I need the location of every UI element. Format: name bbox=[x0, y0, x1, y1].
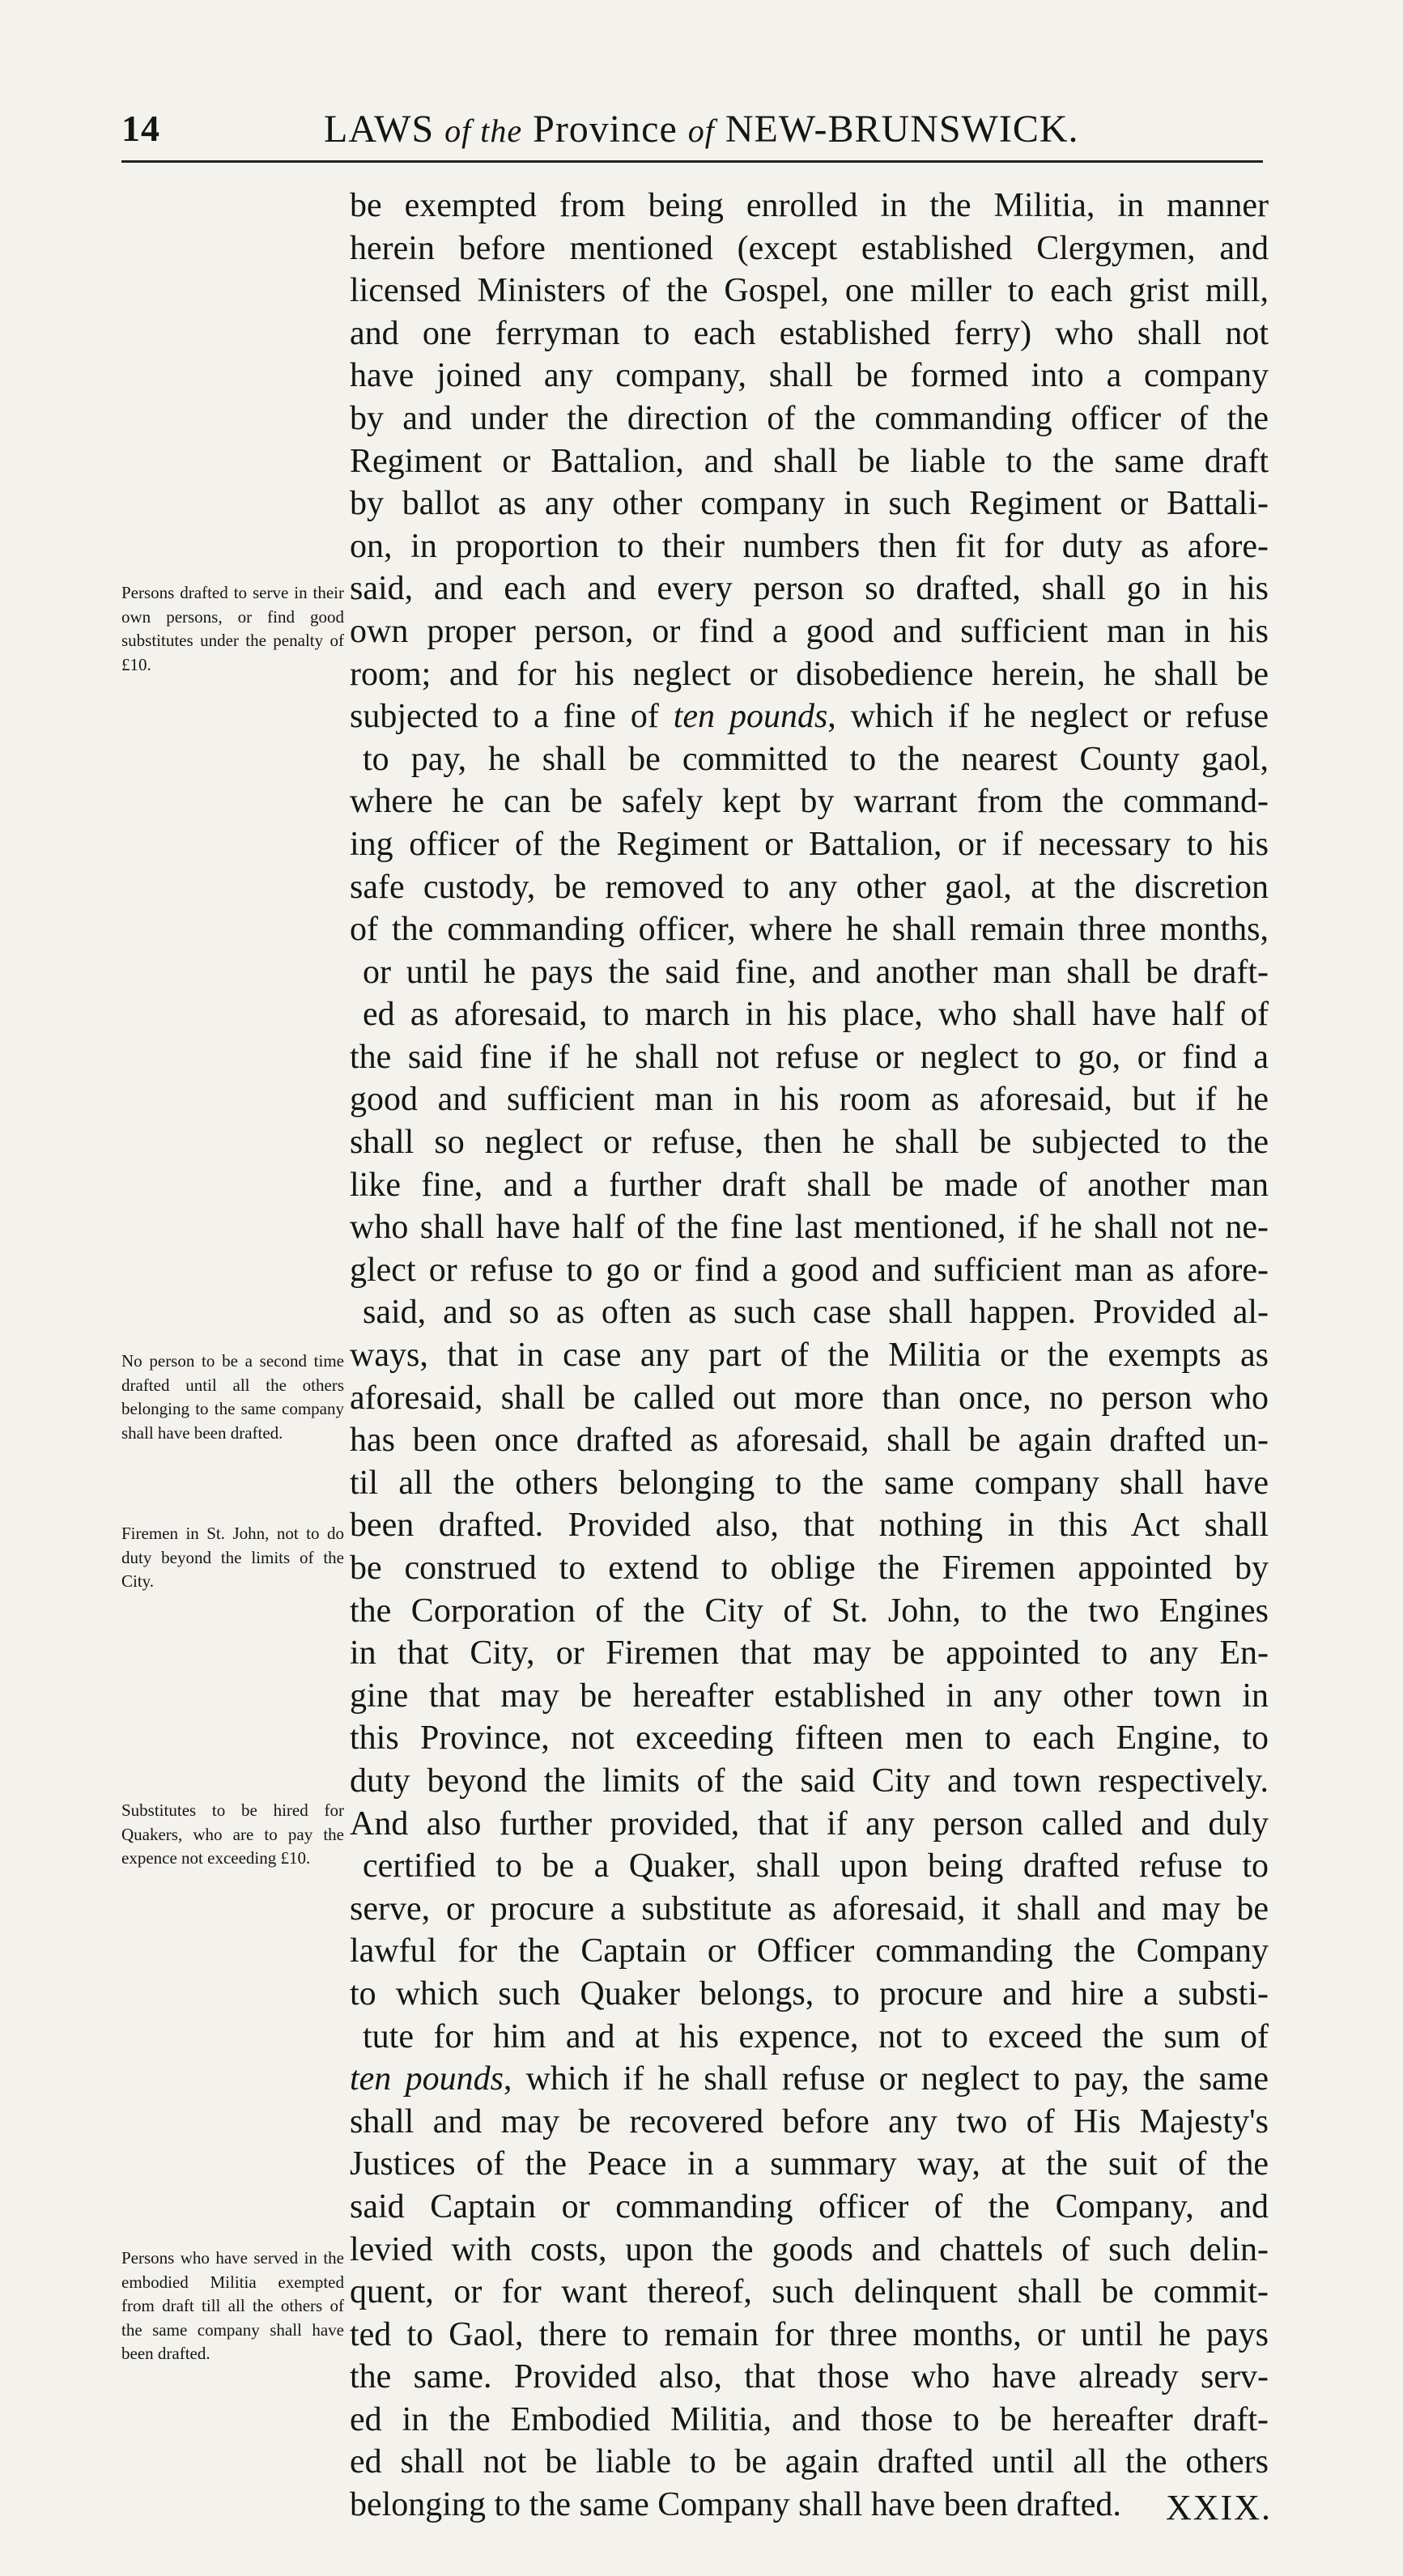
text-line: ed in the Embodied Militia, and those to be hereafter draft- bbox=[350, 2400, 1269, 2438]
text-line: by and under the direction of the commanding officer of the bbox=[350, 399, 1269, 437]
text-line: glect or refuse to go or find a good and sufficient man as afore- bbox=[350, 1251, 1269, 1289]
running-title bbox=[324, 107, 1079, 151]
text-line: serve, or procure a substitute as aforesaid, it shall and may be bbox=[350, 1889, 1269, 1928]
text-line: til all the others belonging to the same company shall have bbox=[350, 1464, 1269, 1502]
text-line: Justices of the Peace in a summary way, at the suit of the bbox=[350, 2145, 1269, 2183]
text-line: tute for him and at his expence, not to exceed the sum of bbox=[363, 2017, 1269, 2055]
fine-amount: ten pounds bbox=[673, 698, 828, 736]
text-line: to pay, he shall be committed to the nearest County gaol, bbox=[363, 740, 1269, 778]
text-line: ten pounds, which if he shall refuse or neglect to pay, the same bbox=[350, 2060, 1269, 2098]
text-line: where he can be safely kept by warrant from the command- bbox=[350, 783, 1269, 821]
text-line: by ballot as any other company in such Regiment or Battali- bbox=[350, 485, 1269, 523]
margin-note-no-second-draft: No person to be a second time drafted until all the others belonging to the same company shall have been drafted. bbox=[121, 1351, 344, 1443]
text-line: quent, or for want thereof, such delinquent shall be commit- bbox=[350, 2273, 1269, 2311]
text-line: been drafted. Provided also, that nothing in this Act shall bbox=[350, 1507, 1269, 1545]
margin-note-drafted-persons: Persons drafted to serve in their own persons, or find good substitutes under the penalty of £10. bbox=[121, 583, 344, 674]
text-line: licensed Ministers of the Gospel, one miller to each grist mill, bbox=[350, 272, 1269, 310]
text-line: ways, that in case any part of the Militia or the exempts as bbox=[350, 1337, 1269, 1375]
text-line: be exempted from being enrolled in the Militia, in manner bbox=[350, 187, 1269, 224]
text-line: this Province, not exceeding fifteen men to each Engine, to bbox=[350, 1719, 1269, 1758]
signature-mark: XXIX. bbox=[1166, 2488, 1272, 2527]
text-line: aforesaid, shall be called out more than once, no person who bbox=[350, 1379, 1269, 1417]
text-line: room; and for his neglect or disobedience herein, he shall be bbox=[350, 655, 1269, 693]
text-line: in that City, or Firemen that may be appointed to any En- bbox=[350, 1634, 1269, 1673]
text-line: be construed to extend to oblige the Firemen appointed by bbox=[350, 1549, 1269, 1587]
header-rule bbox=[121, 160, 1263, 163]
text-line: lawful for the Captain or Officer commanding the Company bbox=[350, 1932, 1269, 1970]
running-title-of: of bbox=[687, 113, 715, 149]
text-line: said, and so as often as such case shall happen. Provided al- bbox=[363, 1294, 1269, 1332]
text-line: the Corporation of the City of St. John, to the two Engines bbox=[350, 1592, 1269, 1630]
margin-note-firemen: Firemen in St. John, not to do duty beyond the limits of the City. bbox=[121, 1524, 344, 1591]
text-line: on, in proportion to their numbers then fit for duty as afore- bbox=[350, 527, 1269, 565]
margin-note-quaker-substitutes: Substitutes to be hired for Quakers, who are to pay the expence not exceeding £10. bbox=[121, 1800, 344, 1868]
text-line: to which such Quaker belongs, to procure and hire a substi- bbox=[350, 1975, 1269, 2013]
margin-note-embodied-militia: Persons who have served in the embodied Militia exempted from draft till all the others of the same company shall have been drafted. bbox=[121, 2248, 344, 2363]
text-line: ed shall not be liable to be again drafted until all the others bbox=[350, 2443, 1269, 2481]
text-line: duty beyond the limits of the said City and town respectively. bbox=[350, 1762, 1269, 1800]
text-line: good and sufficient man in his room as aforesaid, but if he bbox=[350, 1081, 1269, 1119]
text-line: of the commanding officer, where he shall remain three months, bbox=[350, 911, 1269, 949]
text-line: herein before mentioned (except established Clergymen, and bbox=[350, 229, 1269, 267]
text-line: And also further provided, that if any person called and duly bbox=[350, 1804, 1269, 1843]
text-line: said, and each and every person so drafted, shall go in his bbox=[350, 570, 1269, 608]
running-title-province: Province bbox=[533, 108, 678, 151]
text-line: shall so neglect or refuse, then he shall be subjected to the bbox=[350, 1124, 1269, 1162]
text-line: belonging to the same Company shall have been drafted. bbox=[350, 2486, 1121, 2524]
running-title-of-the: of the bbox=[444, 113, 523, 149]
text-line: the said fine if he shall not refuse or neglect to go, or find a bbox=[350, 1038, 1269, 1076]
text-line: Regiment or Battalion, and shall be liable to the same draft bbox=[350, 442, 1269, 480]
text-line: ed as aforesaid, to march in his place, who shall have half of bbox=[363, 996, 1269, 1034]
text-line: has been once drafted as aforesaid, shall be again drafted un- bbox=[350, 1422, 1269, 1460]
text-line: and one ferryman to each established ferry) who shall not bbox=[350, 314, 1269, 352]
text-line: levied with costs, upon the goods and chattels of such delin- bbox=[350, 2230, 1269, 2268]
text-line: who shall have half of the fine last mentioned, if he shall not ne- bbox=[350, 1209, 1269, 1247]
body-text bbox=[350, 185, 1269, 2527]
text-line: or until he pays the said fine, and another man shall be draft- bbox=[363, 953, 1269, 991]
fine-amount: ten pounds bbox=[350, 2060, 504, 2098]
text-line: gine that may be hereafter established in any other town in bbox=[350, 1677, 1269, 1715]
text-line: ing officer of the Regiment or Battalion, or if necessary to his bbox=[350, 825, 1269, 863]
text-line: subjected to a fine of ten pounds, which if he neglect or refuse bbox=[350, 698, 1269, 736]
text-line: ted to Gaol, there to remain for three months, or until he pays bbox=[350, 2315, 1269, 2353]
text-line: said Captain or commanding officer of the Company, and bbox=[350, 2187, 1269, 2225]
text-line: shall and may be recovered before any two of His Majesty's bbox=[350, 2102, 1269, 2140]
text-line: certified to be a Quaker, shall upon being drafted refuse to bbox=[363, 1847, 1269, 1885]
running-title-new-brunswick: NEW-BRUNSWICK. bbox=[725, 108, 1079, 151]
text-line: like fine, and a further draft shall be made of another man bbox=[350, 1166, 1269, 1204]
running-title-laws: LAWS bbox=[324, 108, 435, 151]
running-header bbox=[121, 107, 1263, 164]
text-line: the same. Provided also, that those who have already serv- bbox=[350, 2358, 1269, 2396]
text-line: own proper person, or find a good and sufficient man in his bbox=[350, 612, 1269, 650]
page-number: 14 bbox=[121, 108, 160, 149]
text-line: safe custody, be removed to any other gaol, at the discretion bbox=[350, 868, 1269, 906]
text-line: have joined any company, shall be formed into a company bbox=[350, 357, 1269, 395]
